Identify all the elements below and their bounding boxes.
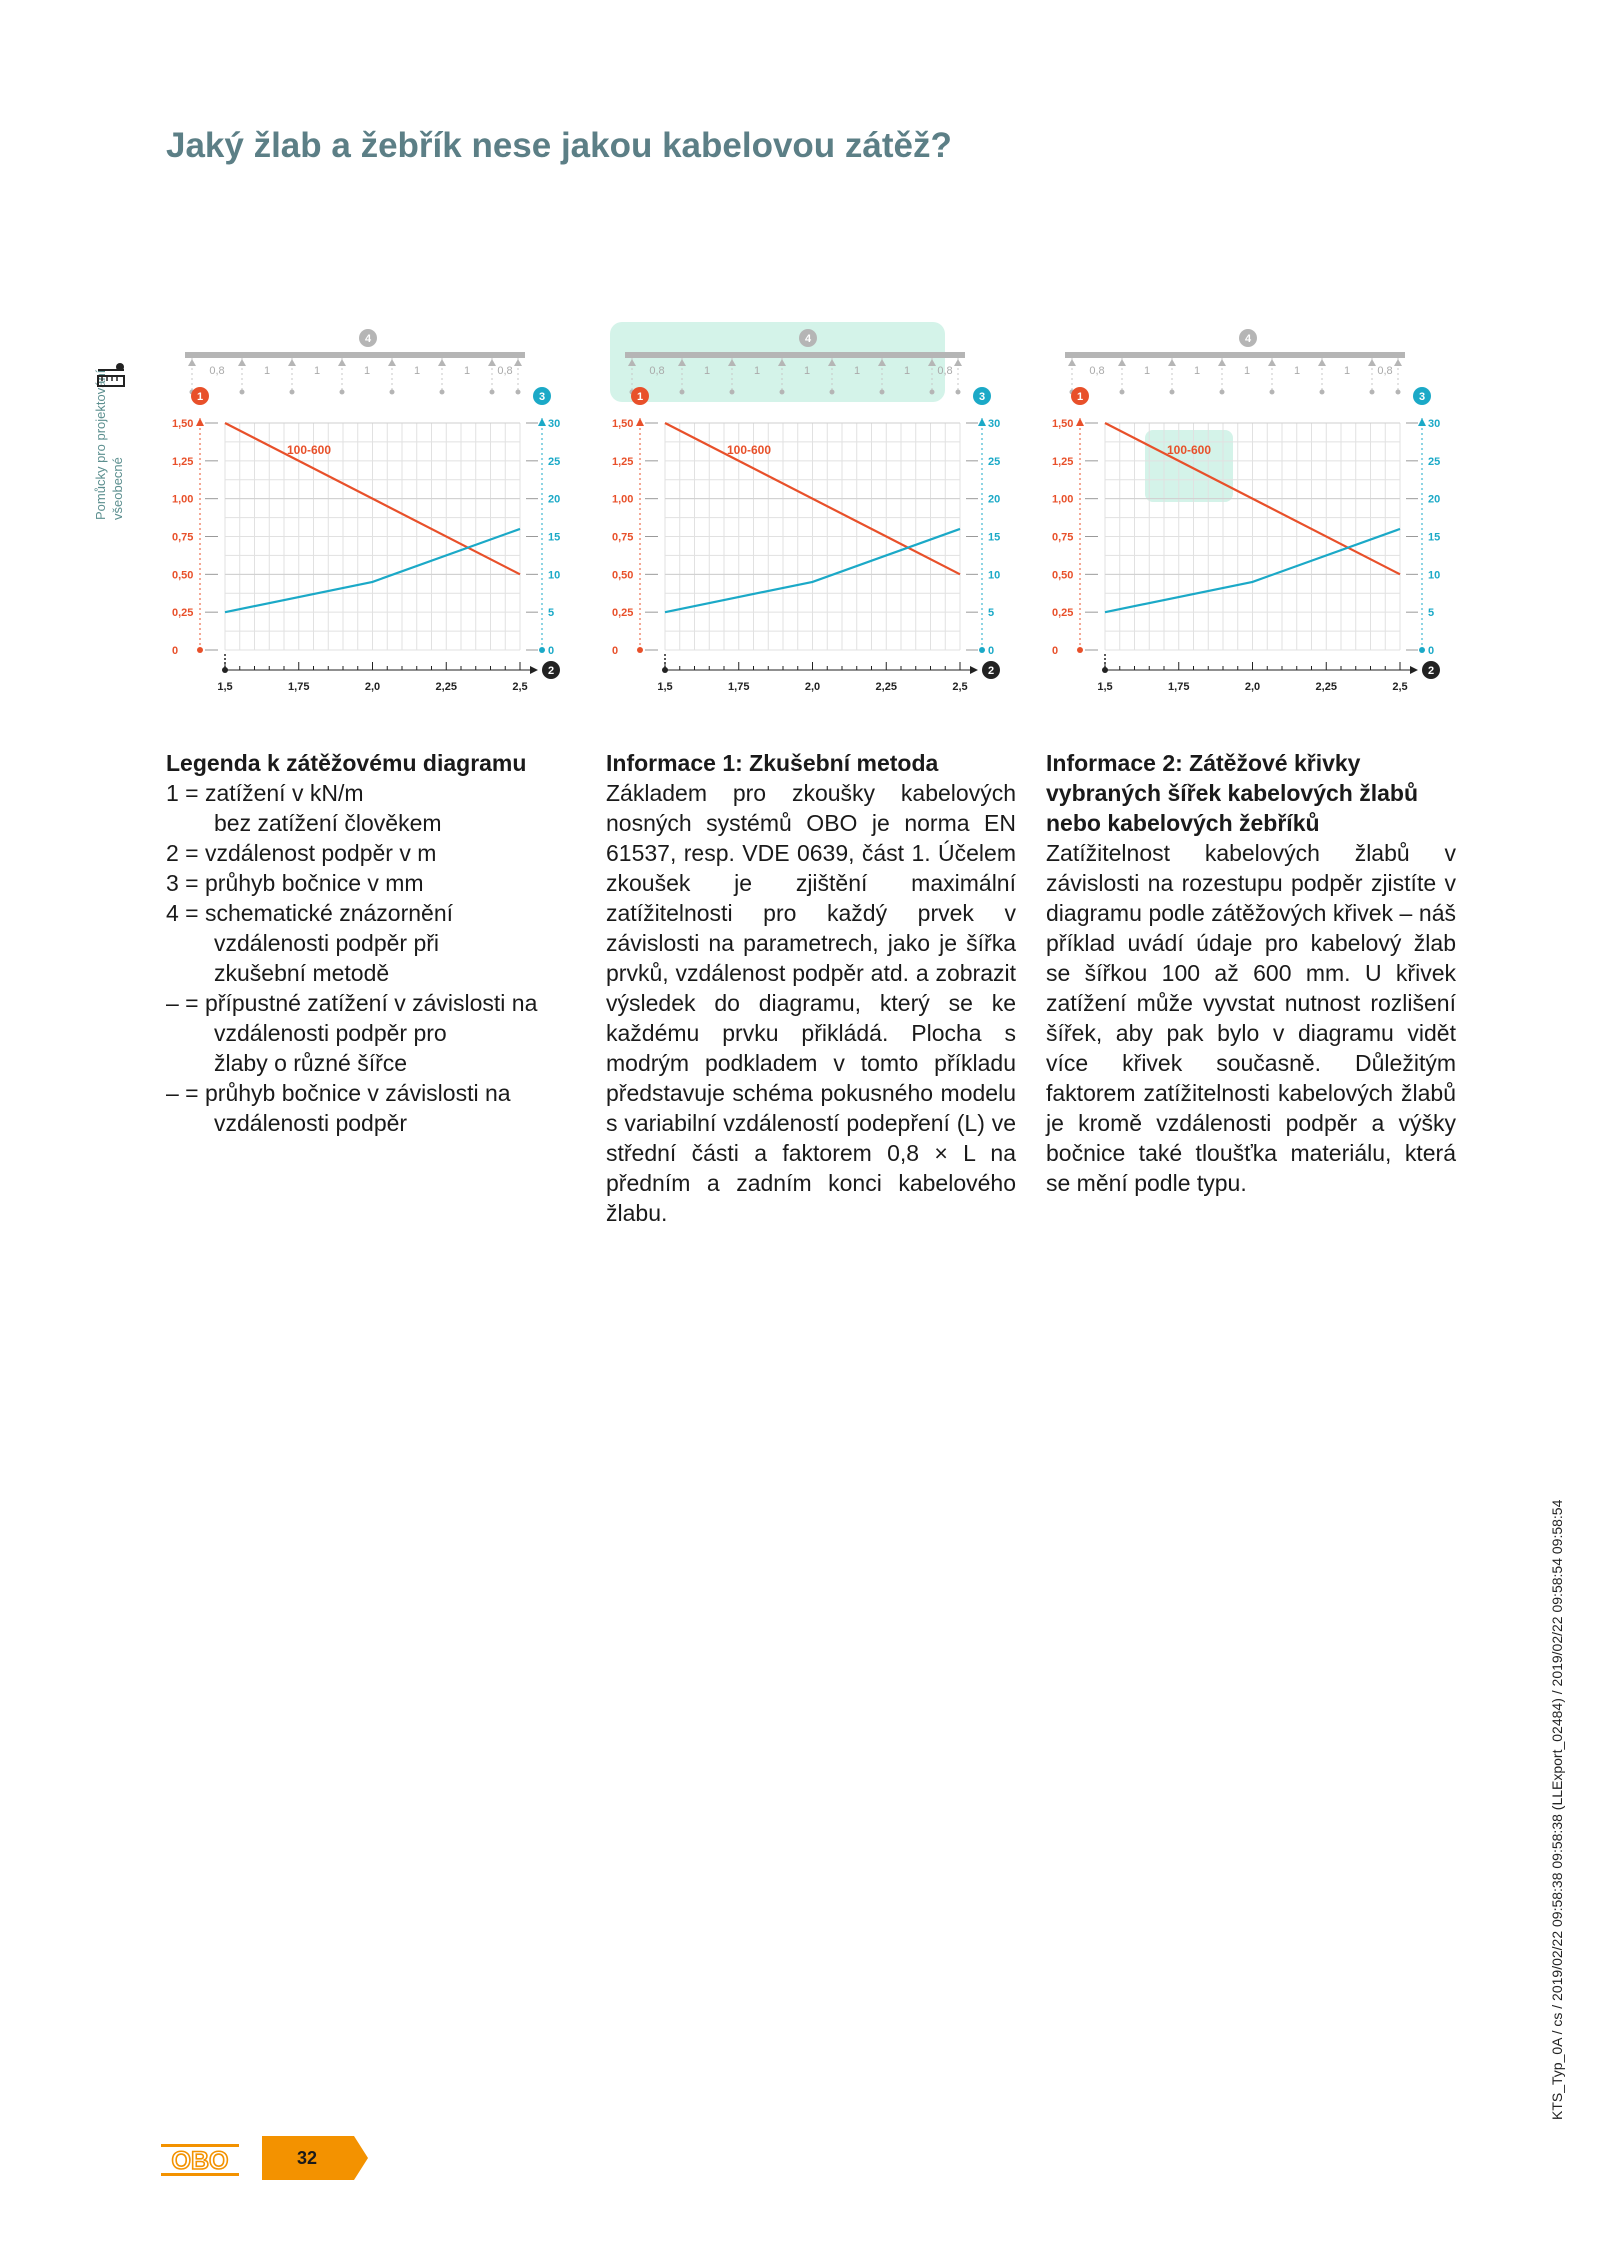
support-arrow bbox=[1118, 359, 1126, 366]
marker-1-label: 1 bbox=[1076, 391, 1084, 403]
x-tick-label: 2,25 bbox=[875, 681, 897, 693]
x-tick-label: 2,5 bbox=[952, 681, 968, 693]
left-tick-label: 0,75 bbox=[1052, 531, 1074, 544]
support-spacing-label: 0,8 bbox=[1377, 365, 1393, 377]
legend-item-1: 1 = zatížení v kN/m bbox=[166, 780, 364, 806]
legend-item-6: – = průhyb bočnice v závislosti na bbox=[166, 1080, 511, 1106]
support-spacing-label: 1 bbox=[1193, 365, 1201, 377]
legend-item-4: 4 = schematické znázornění bbox=[166, 900, 454, 926]
x-tick-label: 2,0 bbox=[364, 681, 381, 693]
right-tick-label: 0 bbox=[988, 645, 995, 657]
support-arrow bbox=[488, 359, 496, 366]
support-dot bbox=[390, 390, 395, 395]
support-dot bbox=[1396, 390, 1401, 395]
support-spacing-label: 0,8 bbox=[937, 365, 953, 377]
export-timestamp bbox=[1548, 1420, 1578, 2120]
x-tick-label: 1,5 bbox=[657, 681, 673, 693]
marker-2-label: 2 bbox=[1427, 665, 1435, 677]
x-tick-label: 1,5 bbox=[1097, 681, 1113, 693]
left-tick-label: 1,25 bbox=[1052, 455, 1074, 468]
right-axis-origin-dot bbox=[539, 647, 545, 653]
left-axis-origin-dot bbox=[637, 647, 643, 653]
marker-3-label: 3 bbox=[978, 391, 986, 403]
support-dot bbox=[680, 390, 685, 395]
support-spacing-label: 1 bbox=[903, 365, 911, 377]
support-arrow bbox=[1068, 359, 1076, 366]
left-axis-arrow bbox=[1076, 418, 1084, 426]
load-diagram-1 bbox=[170, 320, 570, 720]
left-tick-label: 0,75 bbox=[612, 531, 634, 544]
left-tick-label: 1,25 bbox=[172, 455, 194, 468]
legend-item-4-cont2: zkušební metodě bbox=[214, 960, 390, 986]
marker-4-label: 4 bbox=[1244, 333, 1252, 345]
support-spacing-label: 1 bbox=[853, 365, 861, 377]
beam-bar bbox=[1065, 352, 1405, 358]
right-tick-label: 30 bbox=[988, 418, 1001, 430]
support-spacing-label: 0,8 bbox=[1089, 365, 1105, 377]
right-tick-label: 0 bbox=[1428, 645, 1435, 657]
support-dot bbox=[516, 390, 521, 395]
left-tick-label: 0,25 bbox=[172, 607, 194, 620]
right-tick-label: 10 bbox=[548, 569, 561, 582]
x-axis-arrow bbox=[970, 666, 978, 674]
side-label-line1: Pomůcky pro projektování bbox=[93, 369, 108, 520]
right-axis-arrow bbox=[1418, 418, 1426, 426]
legend-item-6-cont: vzdálenosti podpěr bbox=[214, 1110, 408, 1136]
right-tick-label: 5 bbox=[548, 607, 555, 620]
left-tick-label: 0 bbox=[612, 645, 619, 657]
legend-item-5-cont2: žlaby o různé šířce bbox=[214, 1050, 408, 1076]
support-spacing-label: 1 bbox=[753, 365, 761, 377]
x-tick-label: 1,75 bbox=[728, 681, 750, 693]
right-tick-label: 5 bbox=[1428, 607, 1435, 620]
x-axis-arrow bbox=[530, 666, 538, 674]
legend-title: Legenda k zátěžovému diagramu bbox=[166, 750, 527, 776]
marker-2-label: 2 bbox=[987, 665, 995, 677]
right-tick-label: 10 bbox=[988, 569, 1001, 582]
right-tick-label: 15 bbox=[988, 531, 1001, 544]
legend-item-5: – = přípustné zatížení v závislosti na bbox=[166, 990, 538, 1016]
beam-bar bbox=[625, 352, 965, 358]
ruler-tool-icon bbox=[96, 362, 130, 390]
support-spacing-label: 1 bbox=[363, 365, 371, 377]
support-dot bbox=[440, 390, 445, 395]
left-tick-label: 0,25 bbox=[612, 607, 634, 620]
support-arrow bbox=[438, 359, 446, 366]
left-tick-label: 0 bbox=[1052, 645, 1059, 657]
left-axis-arrow bbox=[636, 418, 644, 426]
x-tick-label: 2,25 bbox=[1315, 681, 1337, 693]
info2-text: Zatížitelnost kabelových žlabů v závislosti na rozestupu podpěr zjistíte v diagramu podle zátěžových křivek – náš příklad uvádí údaje pro kabelový žlab se šířkou 100 až 600 mm. U křivek zatížení může vyvstat nutnost rozlišení šířek, aby pak bylo v diagramu vidět více křivek současně. Důležitým faktorem zatížitelnosti kabelových žlabů je kromě vzdálenosti podpěr a výšky bočnice také tloušťka materiálu, která se mění podle typu. bbox=[1046, 840, 1456, 1196]
support-arrow bbox=[1394, 359, 1402, 366]
support-arrow bbox=[288, 359, 296, 366]
support-spacing-label: 1 bbox=[1343, 365, 1351, 377]
marker-4-label: 4 bbox=[364, 333, 372, 345]
left-tick-label: 0,50 bbox=[612, 569, 634, 582]
support-dot bbox=[730, 390, 735, 395]
support-dot bbox=[780, 390, 785, 395]
right-axis-arrow bbox=[538, 418, 546, 426]
info2-column bbox=[1046, 748, 1456, 1198]
support-spacing-label: 1 bbox=[1143, 365, 1151, 377]
support-arrow bbox=[1218, 359, 1226, 366]
support-spacing-label: 1 bbox=[463, 365, 471, 377]
support-arrow bbox=[338, 359, 346, 366]
support-dot bbox=[490, 390, 495, 395]
right-tick-label: 10 bbox=[1428, 569, 1441, 582]
right-tick-label: 25 bbox=[548, 455, 561, 468]
x-tick-label: 2,25 bbox=[435, 681, 457, 693]
support-arrow bbox=[1268, 359, 1276, 366]
x-tick-label: 2,0 bbox=[804, 681, 821, 693]
left-tick-label: 0,75 bbox=[172, 531, 194, 544]
right-tick-label: 15 bbox=[1428, 531, 1441, 544]
support-spacing-label: 1 bbox=[1293, 365, 1301, 377]
right-tick-label: 15 bbox=[548, 531, 561, 544]
load-diagram-3 bbox=[1050, 320, 1450, 720]
legend-item-5-cont1: vzdálenosti podpěr pro bbox=[214, 1020, 447, 1046]
left-tick-label: 0,50 bbox=[1052, 569, 1074, 582]
left-tick-label: 1,00 bbox=[172, 493, 194, 506]
info1-column bbox=[606, 748, 1016, 1228]
right-tick-label: 25 bbox=[1428, 455, 1441, 468]
support-arrow bbox=[188, 359, 196, 366]
left-tick-label: 1,00 bbox=[1052, 493, 1074, 506]
info1-title: Informace 1: Zkušební metoda bbox=[606, 750, 939, 776]
side-section-label bbox=[92, 300, 132, 520]
support-dot bbox=[1120, 390, 1125, 395]
marker-1-label: 1 bbox=[636, 391, 644, 403]
right-axis-origin-dot bbox=[1419, 647, 1425, 653]
support-spacing-label: 0,8 bbox=[209, 365, 225, 377]
support-dot bbox=[290, 390, 295, 395]
x-tick-label: 2,0 bbox=[1244, 681, 1261, 693]
support-arrow bbox=[388, 359, 396, 366]
support-spacing-label: 1 bbox=[313, 365, 321, 377]
right-tick-label: 30 bbox=[548, 418, 561, 430]
left-tick-label: 1,00 bbox=[612, 493, 634, 506]
left-tick-label: 0,50 bbox=[172, 569, 194, 582]
export-timestamp-text: KTS_Typ_0A / cs / 2019/02/22 09:58:38 09:58:38 (LLExport_02484) / 2019/02/22 09:58:54 09:58:54 bbox=[1549, 1499, 1565, 2120]
support-dot bbox=[1270, 390, 1275, 395]
left-axis-arrow bbox=[196, 418, 204, 426]
support-spacing-label: 0,8 bbox=[497, 365, 513, 377]
support-arrow bbox=[954, 359, 962, 366]
x-tick-label: 1,75 bbox=[288, 681, 310, 693]
support-dot bbox=[830, 390, 835, 395]
right-tick-label: 25 bbox=[988, 455, 1001, 468]
beam-bar bbox=[185, 352, 525, 358]
support-spacing-label: 1 bbox=[263, 365, 271, 377]
curve-label: 100-600 bbox=[1166, 443, 1212, 457]
support-spacing-label: 1 bbox=[703, 365, 711, 377]
right-tick-label: 20 bbox=[988, 493, 1001, 506]
right-tick-label: 20 bbox=[1428, 493, 1441, 506]
legend-item-1-cont: bez zatížení člověkem bbox=[214, 810, 442, 836]
marker-3-label: 3 bbox=[1418, 391, 1426, 403]
support-spacing-label: 1 bbox=[803, 365, 811, 377]
x-axis-arrow bbox=[1410, 666, 1418, 674]
support-arrow bbox=[514, 359, 522, 366]
supports-highlight bbox=[610, 322, 945, 402]
legend-item-2: 2 = vzdálenost podpěr v m bbox=[166, 840, 437, 866]
marker-3-label: 3 bbox=[538, 391, 546, 403]
right-axis-arrow bbox=[978, 418, 986, 426]
obo-logo bbox=[160, 2142, 240, 2178]
right-tick-label: 20 bbox=[548, 493, 561, 506]
support-spacing-label: 0,8 bbox=[649, 365, 665, 377]
x-tick-label: 1,5 bbox=[217, 681, 233, 693]
page-number: 32 bbox=[296, 2148, 318, 2168]
marker-1-label: 1 bbox=[196, 391, 204, 403]
left-tick-label: 1,50 bbox=[612, 418, 634, 430]
right-tick-label: 0 bbox=[548, 645, 555, 657]
support-dot bbox=[340, 390, 345, 395]
info2-title: Informace 2: Zátěžové křivky vybraných šířek kabelových žlabů nebo kabelových žebříků bbox=[1046, 750, 1419, 836]
curve-label: 100-600 bbox=[726, 443, 772, 457]
left-tick-label: 1,50 bbox=[172, 418, 194, 430]
right-tick-label: 30 bbox=[1428, 418, 1441, 430]
left-tick-label: 1,50 bbox=[1052, 418, 1074, 430]
support-dot bbox=[1170, 390, 1175, 395]
legend-column bbox=[166, 748, 566, 1138]
support-dot bbox=[1320, 390, 1325, 395]
curve-label: 100-600 bbox=[286, 443, 332, 457]
legend-item-4-cont1: vzdálenosti podpěr při bbox=[214, 930, 440, 956]
support-arrow bbox=[1318, 359, 1326, 366]
marker-2-label: 2 bbox=[547, 665, 555, 677]
x-tick-label: 1,75 bbox=[1168, 681, 1190, 693]
page-title: Jaký žlab a žebřík nese jakou kabelovou zátěž? bbox=[166, 126, 952, 165]
right-tick-label: 5 bbox=[988, 607, 995, 620]
support-dot bbox=[1370, 390, 1375, 395]
support-dot bbox=[880, 390, 885, 395]
info1-text: Základem pro zkoušky kabelových nosných systémů OBO je norma EN 61537, resp. VDE 0639, část 1. Účelem zkoušek je zjištění maximální zatížitelnosti pro každý prvek v závislosti na parametrech, jako je šířka prvků, vzdálenost podpěr atd. a zobrazit výsledek do diagramu, který se ke každému prvku přikládá. Plocha s modrým podkladem v tomto příkladu představuje schéma pokusného modelu s variabilní vzdáleností podepření (L) ve střední části a faktorem 0,8 × L na předním a zadním konci kabelového žlabu. bbox=[606, 780, 1016, 1226]
x-tick-label: 2,5 bbox=[1392, 681, 1408, 693]
support-dot bbox=[930, 390, 935, 395]
x-tick-label: 2,5 bbox=[512, 681, 528, 693]
side-label-line2: všeobecné bbox=[110, 457, 125, 520]
support-spacing-label: 1 bbox=[413, 365, 421, 377]
obo-logo-text: OBO bbox=[171, 2147, 229, 2175]
marker-4-label: 4 bbox=[804, 333, 812, 345]
left-tick-label: 0 bbox=[172, 645, 179, 657]
left-tick-label: 0,25 bbox=[1052, 607, 1074, 620]
support-dot bbox=[240, 390, 245, 395]
support-spacing-label: 1 bbox=[1243, 365, 1251, 377]
right-axis-origin-dot bbox=[979, 647, 985, 653]
left-tick-label: 1,25 bbox=[612, 455, 634, 468]
support-arrow bbox=[1168, 359, 1176, 366]
left-axis-origin-dot bbox=[197, 647, 203, 653]
support-dot bbox=[956, 390, 961, 395]
left-axis-origin-dot bbox=[1077, 647, 1083, 653]
load-diagram-2 bbox=[610, 320, 1010, 720]
load-diagrams bbox=[170, 320, 1470, 720]
support-arrow bbox=[238, 359, 246, 366]
legend-item-3: 3 = průhyb bočnice v mm bbox=[166, 870, 424, 896]
support-dot bbox=[1220, 390, 1225, 395]
support-arrow bbox=[1368, 359, 1376, 366]
